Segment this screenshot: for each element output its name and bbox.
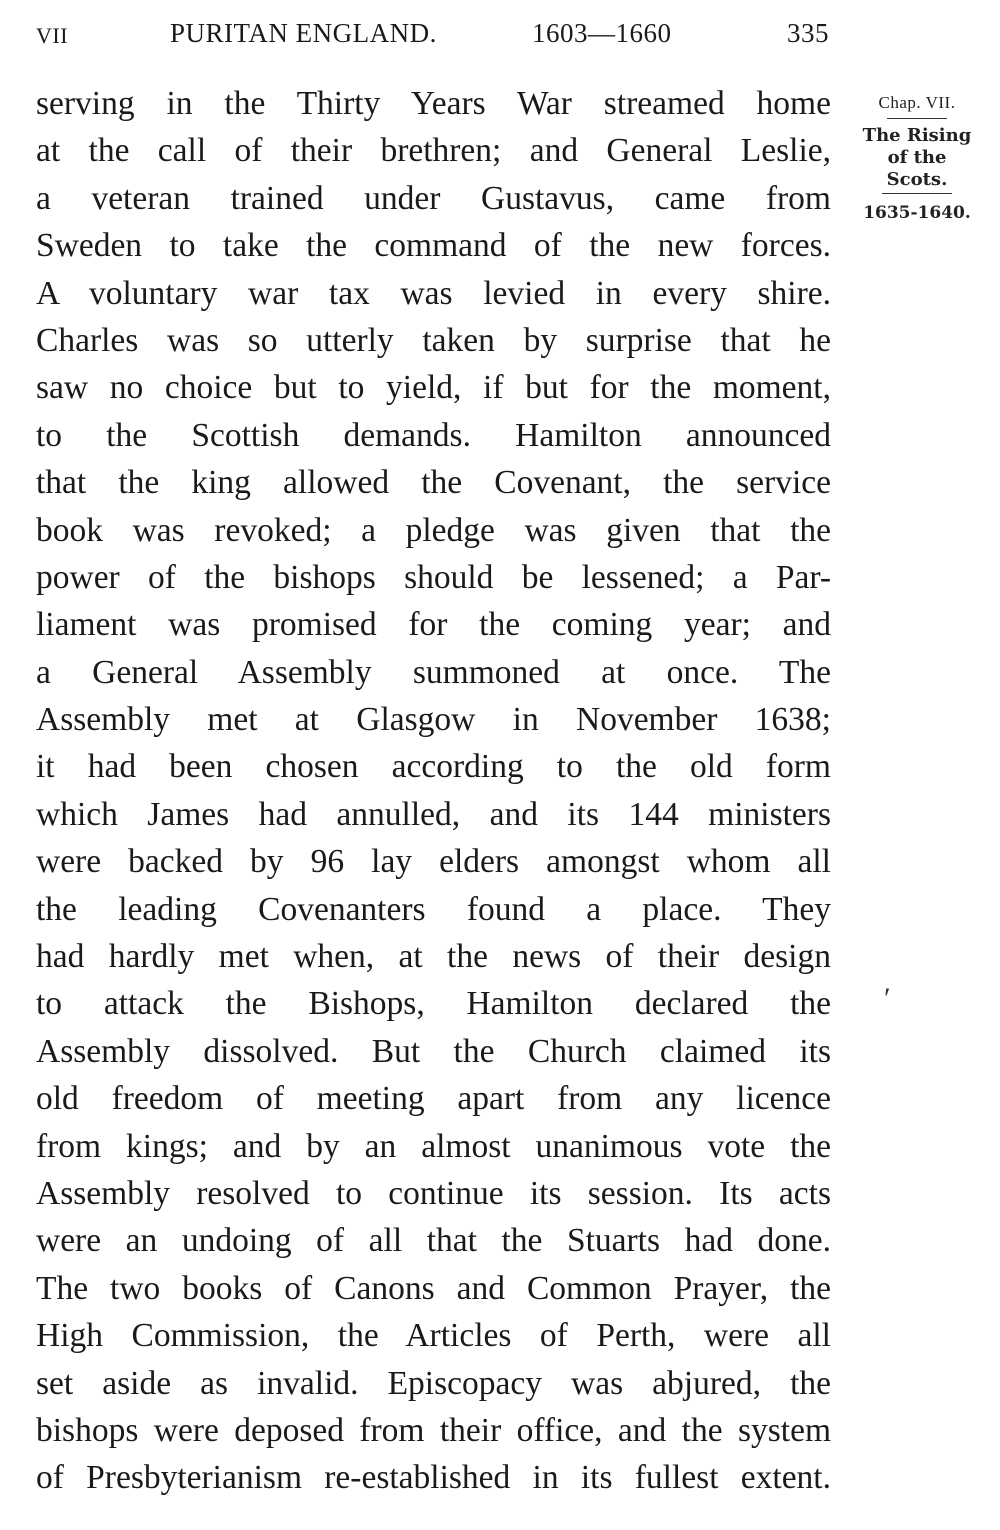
text-line: saw no choice but to yield, if but for the moment, [36, 369, 831, 407]
page-number: 335 [787, 18, 829, 48]
text-line: had hardly met when, at the news of their design [36, 938, 831, 976]
text-line: a veteran trained under Gustavus, came from [36, 179, 831, 217]
text-line: The two books of Canons and Common Prayer, the [36, 1269, 831, 1307]
margin-rule [882, 193, 952, 194]
text-line: of Presbyterianism re-established in its fullest extent. [36, 1459, 831, 1497]
margin-pencil-mark: ′ [884, 982, 891, 1015]
text-line: serving in the Thirty Years War streamed home [36, 85, 831, 122]
text-line: it had been chosen according to the old form [36, 748, 831, 786]
text-line: Charles was so utterly taken by surprise that he [36, 321, 831, 359]
text-line: were an undoing of all that the Stuarts had done. [36, 1222, 831, 1260]
text-line: to attack the Bishops, Hamilton declared the [36, 985, 831, 1023]
header-book-title: PURITAN ENGLAND. [170, 18, 437, 48]
text-line: High Commission, the Articles of Perth, were all [36, 1317, 831, 1355]
text-line: power of the bishops should be lessened; a Par- [36, 558, 831, 596]
text-line: which James had annulled, and its 144 ministers [36, 795, 831, 833]
text-line: A voluntary war tax was levied in every shire. [36, 274, 831, 312]
text-line: Assembly dissolved. But the Church claimed its [36, 1032, 831, 1070]
text-line: old freedom of meeting apart from any licence [36, 1080, 831, 1118]
margin-years: 1635-1640. [863, 203, 971, 223]
running-header [0, 12, 1000, 52]
text-line: book was revoked; a pledge was given that the [36, 511, 831, 549]
text-line: Assembly met at Glasgow in November 1638; [36, 701, 831, 739]
text-line: set aside as invalid. Episcopacy was abjured, the [36, 1364, 831, 1402]
body-paragraph [36, 80, 831, 1502]
text-line: Sweden to take the command of the new forces. [36, 227, 831, 265]
text-line: to the Scottish demands. Hamilton announced [36, 416, 831, 454]
text-line: bishops were deposed from their office, and the system [36, 1411, 831, 1449]
text-line: at the call of their brethren; and General Leslie, [36, 132, 831, 170]
margin-chapter-label: Chap. VII. [878, 93, 956, 112]
side-title-line: of the [887, 147, 947, 168]
margin-rule [887, 118, 947, 119]
text-line: that the king allowed the Covenant, the service [36, 464, 831, 502]
margin-side-title [842, 125, 992, 191]
text-line: Assembly resolved to continue its session. Its acts [36, 1174, 831, 1212]
text-line: a General Assembly summoned at once. The [36, 653, 831, 691]
header-chapter-number: VII [36, 23, 69, 48]
side-title-line: The Rising [862, 125, 972, 146]
side-title-line: Scots. [886, 169, 948, 190]
text-line: were backed by 96 lay elders amongst whom all [36, 843, 831, 881]
text-line: from kings; and by an almost unanimous vote the [36, 1127, 831, 1165]
text-line: the leading Covenanters found a place. They [36, 890, 831, 928]
header-date-range: 1603—1660 [532, 18, 672, 48]
marginal-note [842, 90, 992, 226]
text-line: liament was promised for the coming year; and [36, 606, 831, 644]
